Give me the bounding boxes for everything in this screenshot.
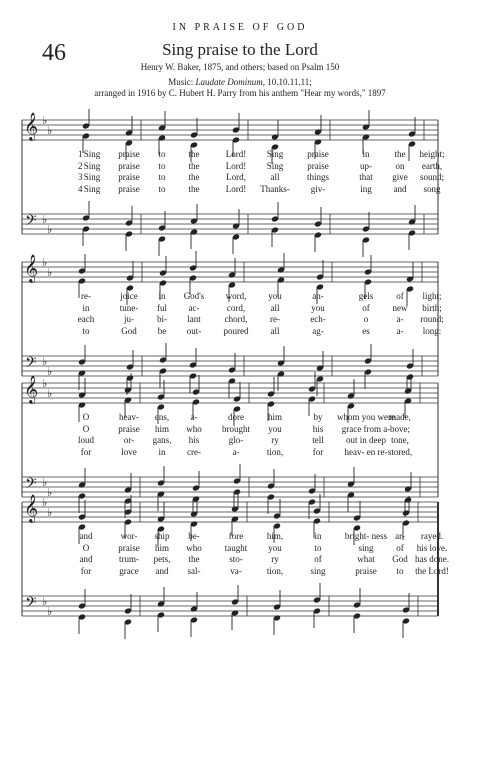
lyric-syllable: a- [396,325,404,336]
lyric-syllable: Lord, [226,172,246,182]
lyric-syllable: out in deep [346,435,386,445]
key-signature-flat: ♭ [42,355,48,368]
lyric-syllable: cre- [187,446,201,457]
lyric-syllable: ar- [395,531,405,541]
lyric-syllable: praise [307,160,329,171]
lyric-syllable: you [268,542,282,553]
lyric-syllable: up- [360,160,372,171]
lyric-syllable: giv- [310,183,326,194]
lyric-syllable: ens, [154,412,170,422]
lyric-syllable: Sing [83,149,101,159]
lyric-syllable: who [186,542,202,553]
key-signature-flat: ♭ [47,124,53,137]
lyric-syllable: for [80,446,92,457]
lyric-syllable: God's [183,291,205,301]
lyric-syllable: him, [266,531,284,541]
lyric-syllable: word, [225,291,247,301]
key-signature-flat: ♭ [47,266,53,279]
lyric-syllable: sto- [229,554,243,564]
lyric-syllable: to [158,160,166,171]
bass-clef: 𝄢 [25,354,37,375]
key-signature-flat: ♭ [47,605,53,618]
lyric-syllable: a- [232,446,240,457]
lyric-syllable: to [158,149,166,159]
lyric-syllable: the [188,149,200,159]
lyric-syllable: out- [186,325,202,336]
lyric-syllable: of [396,291,404,301]
key-signature-flat: ♭ [47,506,53,519]
lyric-syllable: in [362,149,370,159]
lyric-syllable: earth, [421,160,443,171]
key-signature-flat: ♭ [47,223,53,236]
lyric-syllable: sound; [419,172,444,182]
treble-clef: 𝄞 [24,112,39,140]
lyric-syllable: and [393,183,407,194]
lyric-syllable: Sing [83,160,101,171]
text-credit: Henry W. Baker, 1875, and others; based on Psalm 150 [140,62,340,72]
lyric-syllable: Lord! [225,149,247,159]
key-signature-flat: ♭ [47,486,53,499]
lyric-syllable: the Lord! [415,565,449,576]
lyric-syllable: you [268,423,282,434]
hymn-number: 46 [42,40,66,66]
lyric-syllable: praise [118,183,140,194]
music-label: Music: [168,77,196,87]
lyric-syllable: in [82,302,90,313]
key-signature-flat: ♭ [47,365,53,378]
lyric-syllable: grace [119,565,139,576]
lyric-syllable: loud [77,435,94,445]
hymn-title: Sing praise to the Lord [162,40,318,59]
lyric-syllable: lant [187,314,201,324]
lyric-syllable: to [82,325,90,336]
lyric-syllable: Lord! [225,160,247,171]
lyric-syllable: light; [422,291,442,301]
lyric-syllable: gels [358,291,374,301]
lyric-syllable: God [121,325,137,336]
lyric-syllable: God [392,554,408,564]
lyric-syllable: long: [422,325,442,336]
lyric-syllable: trum- [119,554,139,564]
lyric-syllable: Sing [83,172,101,182]
lyric-syllable: whom you were [337,412,395,422]
meter: , 10.10.11.11; [262,77,312,87]
lyric-syllable: sing [310,565,326,576]
lyric-syllable: things [306,172,329,182]
lyric-syllable: love [121,446,137,457]
lyric-syllable: all [270,172,280,182]
verse-number: 1 [78,149,83,159]
lyric-syllable: that [359,172,373,182]
lyric-syllable: gans, [152,435,172,445]
lyric-syllable: him [267,412,282,422]
lyric-syllable: or- [123,435,135,445]
lyric-syllable: ry [271,554,279,564]
treble-clef: 𝄞 [24,375,39,403]
lyric-syllable: in [158,291,166,301]
lyric-syllable: to [396,565,404,576]
lyric-syllable: Sing [266,149,284,159]
lyric-syllable: him [154,423,169,434]
lyric-syllable: ag- [312,325,324,336]
lyric-syllable: in [314,531,322,541]
lyric-syllable: tune- [119,302,139,313]
treble-clef: 𝄞 [24,254,39,282]
bass-clef: 𝄢 [25,594,37,615]
lyric-syllable: es [362,325,370,336]
lyric-syllable: birth; [422,302,442,313]
lyric-syllable: to [158,183,166,194]
key-signature-flat: ♭ [42,595,48,608]
lyric-syllable: a- [190,412,198,422]
lyric-syllable: wor- [120,531,138,541]
lyric-syllable: chord, [224,314,248,324]
lyric-syllable: him [154,542,169,553]
lyric-syllable: praise [118,172,140,182]
key-signature-flat: ♭ [42,377,48,390]
lyric-syllable: be [157,325,167,336]
lyric-syllable: bove; [390,423,410,434]
lyric-syllable: O [82,412,90,422]
lyric-syllable: each [77,314,95,324]
lyric-syllable: by [313,412,323,422]
lyric-syllable: to [314,542,322,553]
lyric-syllable: ech- [310,314,326,324]
lyric-syllable: pets, [153,554,171,564]
lyric-syllable: made, [389,412,411,422]
lyric-syllable: give [392,172,408,182]
key-signature-flat: ♭ [42,476,48,489]
bass-clef: 𝄢 [25,212,37,233]
lyric-syllable: the [188,172,200,182]
lyric-syllable: song [423,183,441,194]
lyric-syllable: joice [120,291,138,301]
key-signature-flat: ♭ [42,213,48,226]
lyric-syllable: ry [271,435,279,445]
lyric-syllable: to [158,172,166,182]
lyric-syllable: tion, [266,565,284,576]
lyric-syllable: heav- en re- [344,446,388,457]
lyric-syllable: ful [157,302,167,313]
lyric-syllable: the [188,183,200,194]
lyric-syllable: you [311,302,325,313]
lyric-syllable: O [82,542,90,553]
lyric-syllable: and [79,554,93,564]
lyric-syllable: tion, [266,446,284,457]
lyric-syllable: re- [81,291,91,301]
lyric-syllable: and [79,531,93,541]
lyric-syllable: praise [118,423,140,434]
bass-clef: 𝄢 [25,475,37,496]
lyric-syllable: of [396,542,404,553]
lyric-syllable: rayed. [420,531,444,541]
lyric-syllable: taught [224,542,248,553]
lyric-syllable: on [395,160,405,171]
lyric-syllable: re- [270,314,280,324]
lyric-syllable: Sing [83,183,101,194]
lyric-syllable: heav- [119,412,139,422]
lyric-syllable: his [188,435,200,445]
lyric-syllable: a- [396,314,404,324]
key-signature-flat: ♭ [42,114,48,127]
running-head: IN PRAISE OF GOD [172,22,308,33]
lyric-syllable: of [314,554,322,564]
lyric-syllable: sal- [187,565,201,576]
lyric-syllable: ac- [188,302,200,313]
lyric-syllable: ing [360,183,372,194]
lyric-syllable: new [392,302,408,313]
lyric-syllable: and [155,565,169,576]
lyric-syllable: tone, [391,435,409,445]
verse-number: 2 [78,160,83,171]
lyric-syllable: an- [312,291,324,301]
verse-number: 4 [78,183,83,194]
lyric-syllable: Thanks- [260,183,290,194]
lyric-syllable: praise [118,149,140,159]
lyric-syllable: praise [118,542,140,553]
lyric-syllable: praise [118,160,140,171]
lyric-syllable: for [80,565,92,576]
lyric-syllable: poured [223,325,249,336]
key-signature-flat: ♭ [42,256,48,269]
lyric-syllable: all [270,302,280,313]
lyric-syllable: what [357,554,375,564]
lyric-syllable: bright- ness [344,531,388,541]
lyric-syllable: height; [419,149,445,159]
lyric-syllable: bi- [157,314,167,324]
lyric-syllable: Sing [266,160,284,171]
lyric-syllable: his [312,423,324,434]
lyric-syllable: you [268,291,282,301]
verse-number: 3 [78,172,83,182]
lyric-syllable: ship [154,531,170,541]
lyric-syllable: has done. [415,554,449,564]
lyric-syllable: who [186,423,202,434]
lyric-syllable: tell [312,435,324,445]
lyric-syllable: dore [228,412,244,422]
lyric-syllable: all [270,325,280,336]
key-signature-flat: ♭ [47,387,53,400]
lyric-syllable: fore [228,531,244,541]
lyric-syllable: grace from a- [341,423,391,434]
lyric-syllable: brought [222,423,250,434]
lyric-syllable: sing [358,542,374,553]
lyric-syllable: praise [307,149,329,159]
lyric-syllable: be- [188,531,200,541]
lyric-syllable: O [82,423,90,434]
lyric-syllable: his love. [416,542,448,553]
lyric-syllable: in [158,446,166,457]
treble-clef: 𝄞 [24,494,39,522]
lyric-syllable: va- [230,565,242,576]
tune-name: Laudate Dominum [195,77,263,87]
lyric-syllable: ju- [124,314,134,324]
lyric-syllable: cord, [226,302,246,313]
lyric-syllable: o [363,314,369,324]
arrangement-credit: arranged in 1916 by C. Hubert H. Parry from his anthem "Hear my words," 1897 [94,88,386,98]
lyric-syllable: round; [420,314,444,324]
lyric-syllable: for [312,446,324,457]
lyric-syllable: the [394,149,406,159]
key-signature-flat: ♭ [42,496,48,509]
lyric-syllable: stored, [387,446,413,457]
lyric-syllable: Lord! [225,183,247,194]
lyric-syllable: the [188,554,200,564]
lyric-syllable: praise [355,565,377,576]
lyric-syllable: of [362,302,370,313]
lyric-syllable: the [188,160,200,171]
lyric-syllable: glo- [228,435,244,445]
